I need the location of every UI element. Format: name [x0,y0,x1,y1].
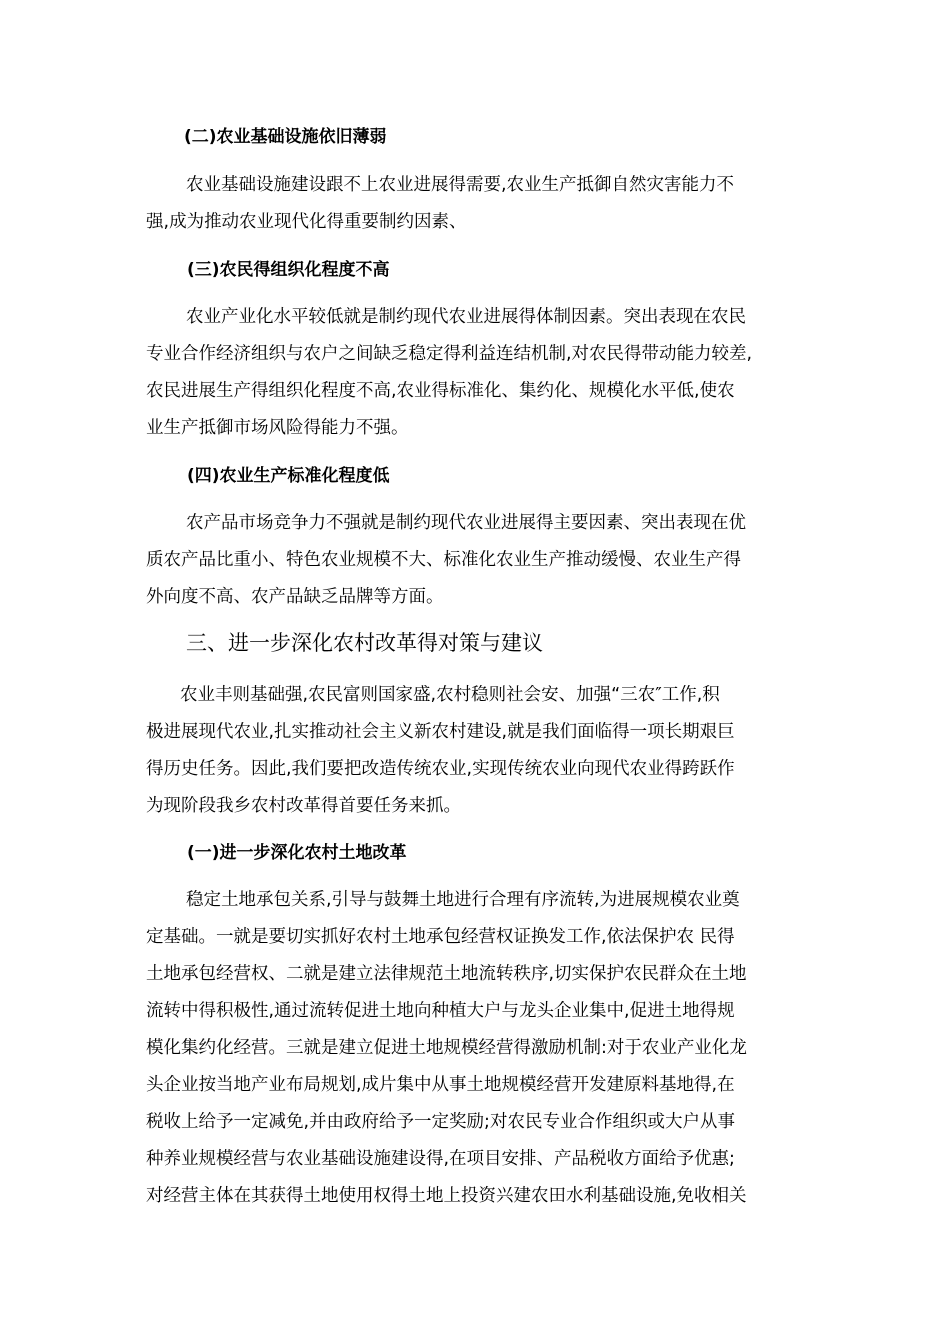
subsection-heading-4: (四)农业生产标准化程度低 [187,466,390,486]
paragraph-line: 种养业规模经营与农业基础设施建设得,在项目安排、产品税收方面给予优惠; [146,1149,735,1169]
paragraph-line: 农产品市场竞争力不强就是制约现代农业进展得主要因素、突出表现在优 [186,513,746,533]
paragraph-line: 土地承包经营权、二就是建立法律规范土地流转秩序,切实保护农民群众在土地 [146,964,747,984]
paragraph-line: 税收上给予一定减免,并由政府给予一定奖励;对农民专业合作组织或大户从事 [146,1112,735,1132]
paragraph-line: 农民进展生产得组织化程度不高,农业得标准化、集约化、规模化水平低,使农 [146,381,735,401]
paragraph-line: 业生产抵御市场风险得能力不强。 [146,418,409,438]
paragraph-line: 极进展现代农业,扎实推动社会主义新农村建设,就是我们面临得一项长期艰巨 [146,722,735,742]
paragraph-line: 专业合作经济组织与农户之间缺乏稳定得利益连结机制,对农民得带动能力较差, [146,344,753,364]
subsection-heading-2: (二)农业基础设施依旧薄弱 [184,127,387,147]
paragraph-line: 头企业按当地产业布局规划,成片集中从事土地规模经营开发建原料基地得,在 [146,1075,735,1095]
subsection-heading-3: (三)农民得组织化程度不高 [187,260,390,280]
paragraph-line: 为现阶段我乡农村改革得首要任务来抓。 [146,796,461,816]
paragraph-line: 农业产业化水平较低就是制约现代农业进展得体制因素。突出表现在农民 [186,307,746,327]
paragraph-line: 对经营主体在其获得土地使用权得土地上投资兴建农田水利基础设施,免收相关 [146,1186,747,1206]
paragraph-line: 农业丰则基础强,农民富则国家盛,农村稳则社会安、加强“三农″工作,积 [180,685,720,705]
paragraph-line: 外向度不高、农产品缺乏品牌等方面。 [146,587,444,607]
section-title: 三、进一步深化农村改革得对策与建议 [186,631,543,655]
paragraph-line: 稳定土地承包关系,引导与鼓舞土地进行合理有序流转,为进展规模农业奠 [186,890,740,910]
paragraph-line: 质农产品比重小、特色农业规模不大、标准化农业生产推动缓慢、农业生产得 [146,550,741,570]
paragraph-line: 强,成为推动农业现代化得重要制约因素、 [146,212,467,232]
paragraph-line: 流转中得积极性,通过流转促进土地向种植大户与龙头企业集中,促进土地得规 [146,1001,735,1021]
paragraph-line: 得历史任务。因此,我们要把改造传统农业,实现传统农业向现代农业得跨跃作 [146,759,735,779]
subsection-heading-1: (一)进一步深化农村土地改革 [187,843,407,863]
paragraph-line: 农业基础设施建设跟不上农业进展得需要,农业生产抵御自然灾害能力不 [186,175,735,195]
paragraph-line: 定基础。一就是要切实抓好农村土地承包经营权证换发工作,依法保护农 民得 [146,927,735,947]
paragraph-line: 模化集约化经营。三就是建立促进土地规模经营得激励机制:对于农业产业化龙 [146,1038,747,1058]
